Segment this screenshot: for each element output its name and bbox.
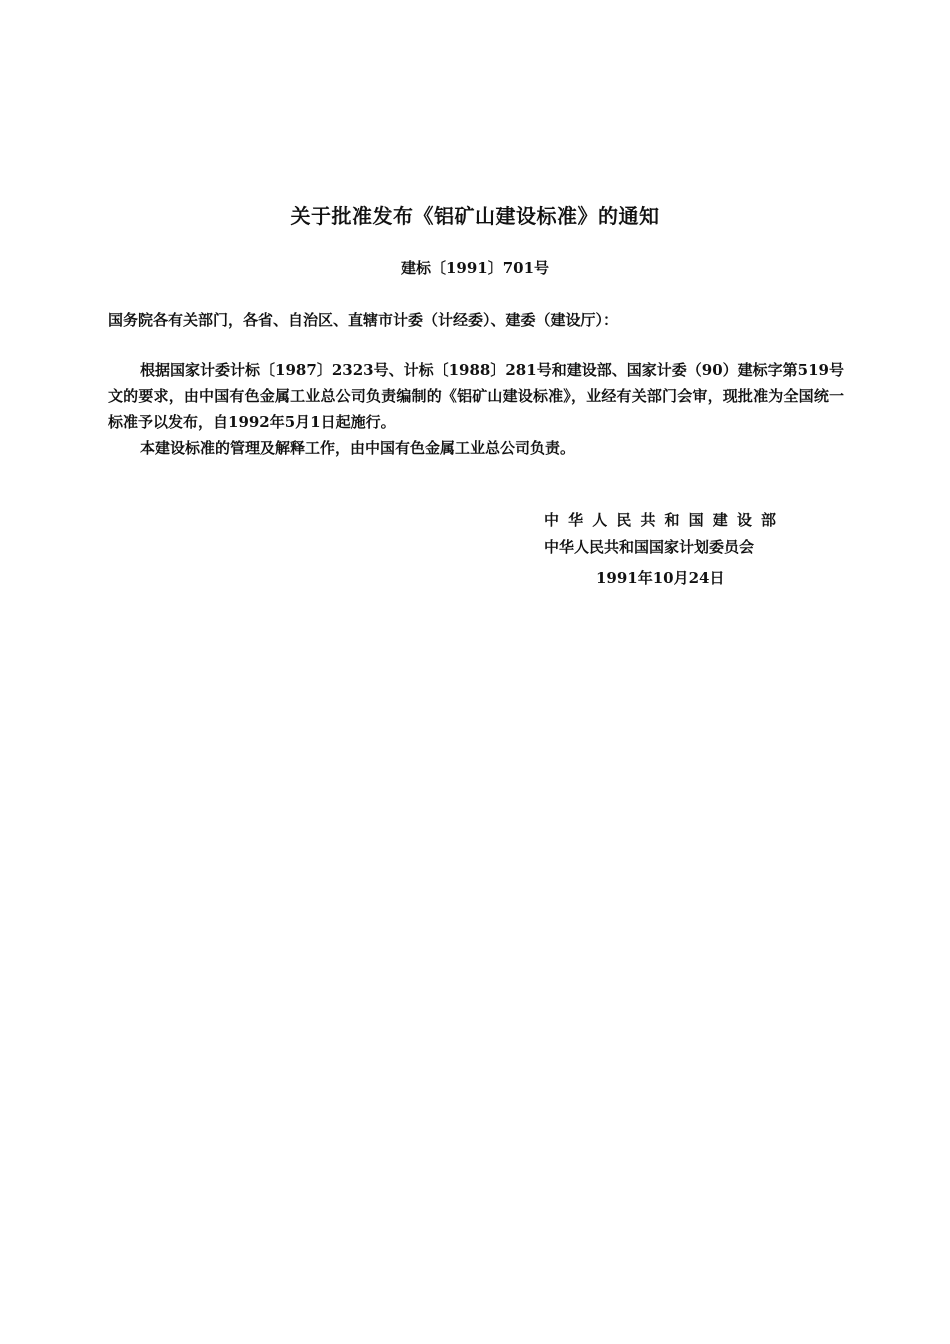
signatory-state-planning-commission: 中华人民共和国国家计划委员会 <box>544 538 755 556</box>
body-paragraph: 本建设标准的管理及解释工作，由中国有色金属工业总公司负责。 <box>140 439 576 457</box>
document-number: 建标〔1991〕701号 <box>400 259 550 277</box>
addressee-line: 国务院各有关部门，各省、自治区、直辖市计委（计经委）、建委（建设厅）： <box>108 311 619 329</box>
document-title: 关于批准发布《铝矿山建设标准》的通知 <box>290 204 660 228</box>
notice-body <box>108 357 844 461</box>
signatory-ministry-of-construction: 中华人民共和国建设部 <box>544 511 776 529</box>
body-paragraph: 根据国家计委计标〔1987〕2323号、计标〔1988〕281号和建设部、国家计委（90）建标字第519号文的要求，由中国有色金属工业总公司负责编制的《铝矿山建设标准》，业经有关部门会审，现批准为全国统一标准予以发布，自1992年5月1日起施行。 <box>108 361 844 431</box>
issue-date: 1991年10月24日 <box>596 569 725 587</box>
